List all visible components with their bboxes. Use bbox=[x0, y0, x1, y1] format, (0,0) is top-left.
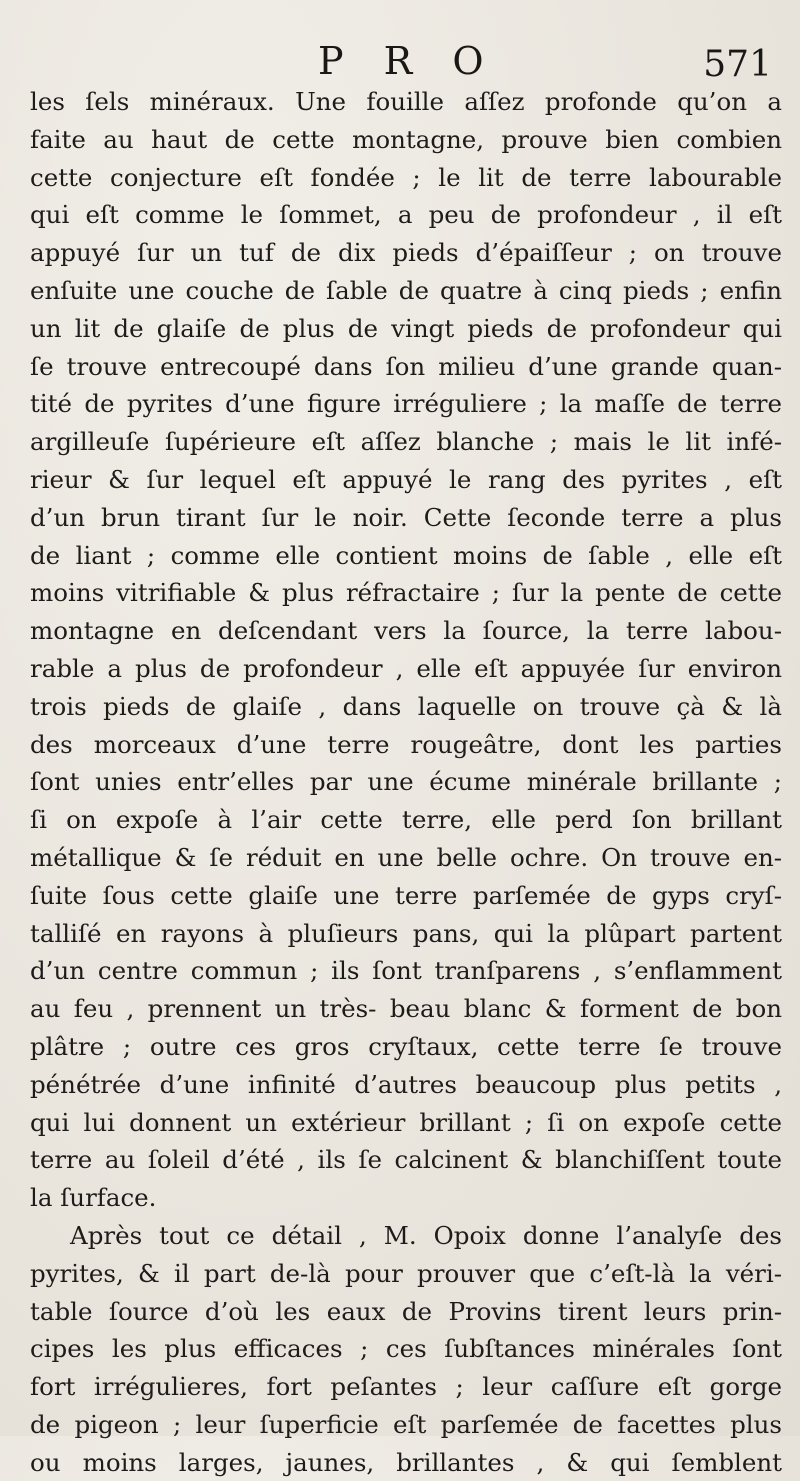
text-line: ou moins larges, jaunes, brillantes , & qui ſemblent bbox=[30, 1447, 782, 1477]
running-title: P R O bbox=[318, 39, 498, 83]
text-line: trois pieds de glaiſe , dans laquelle on trouve çà & là bbox=[30, 691, 782, 721]
text-line: rieur & ſur lequel eſt appuyé le rang des pyrites , eſt bbox=[30, 464, 782, 494]
text-line: métallique & ſe réduit en une belle ochre. On trouve en- bbox=[30, 842, 782, 872]
text-line: cipes les plus efficaces ; ces ſubſtances minérales ſont bbox=[30, 1334, 782, 1364]
body-text bbox=[30, 83, 782, 1481]
text-line: tité de pyrites d’une figure irréguliere ; la maſſe de terre bbox=[30, 389, 782, 419]
text-line: cette conjecture eſt fondée ; le lit de terre labourable bbox=[30, 162, 782, 192]
text-line: enſuite une couche de ſable de quatre à cinq pieds ; enfin bbox=[30, 275, 782, 305]
page-number: 571 bbox=[703, 44, 772, 85]
text-line: fort irrégulieres, fort peſantes ; leur caſſure eſt gorge bbox=[30, 1372, 782, 1402]
text-line: ſuite ſous cette glaiſe une terre parſemée de gyps cryſ- bbox=[30, 880, 782, 910]
text-line: au feu , prennent un très- beau blanc & forment de bon bbox=[30, 994, 782, 1024]
text-line: faite au haut de cette montagne, prouve bien combien bbox=[30, 124, 782, 154]
text-line: ſont unies entr’elles par une écume minérale brillante ; bbox=[30, 767, 782, 797]
text-line: Après tout ce détail , M. Opoix donne l’analyſe des bbox=[70, 1220, 782, 1250]
paragraph-2 bbox=[30, 1217, 782, 1481]
text-line: pyrites, & il part de-là pour prouver que c’eſt-là la véri- bbox=[30, 1258, 782, 1288]
text-line: pénétrée d’une infinité d’autres beaucoup plus petits , bbox=[30, 1069, 782, 1099]
paragraph-1 bbox=[30, 83, 782, 1217]
text-line: rable a plus de profondeur , elle eſt appuyée ſur environ bbox=[30, 653, 782, 683]
text-line: qui lui donnent un extérieur brillant ; ſi on expoſe cette bbox=[30, 1107, 782, 1137]
text-line: qui eſt comme le ſommet, a peu de profondeur , il eſt bbox=[30, 200, 782, 230]
text-line: des morceaux d’une terre rougeâtre, dont les parties bbox=[30, 729, 782, 759]
text-line: appuyé ſur un tuf de dix pieds d’épaiſſeur ; on trouve bbox=[30, 238, 782, 268]
text-line: ſe trouve entrecoupé dans ſon milieu d’une grande quan- bbox=[30, 351, 782, 381]
text-line: d’un centre commun ; ils ſont tranſparens , s’enflamment bbox=[30, 956, 782, 986]
text-line: table ſource d’où les eaux de Provins tirent leurs prin- bbox=[30, 1296, 782, 1326]
text-line: ſi on expoſe à l’air cette terre, elle perd ſon brillant bbox=[30, 805, 782, 835]
running-head bbox=[0, 38, 800, 84]
text-line: plâtre ; outre ces gros cryſtaux, cette terre ſe trouve bbox=[30, 1031, 782, 1061]
text-line: de liant ; comme elle contient moins de ſable , elle eſt bbox=[30, 540, 782, 570]
text-line: d’un brun tirant ſur le noir. Cette ſeconde terre a plus bbox=[30, 502, 782, 532]
text-line: argilleuſe ſupérieure eſt aſſez blanche ; mais le lit infé- bbox=[30, 427, 782, 457]
text-line: les ſels minéraux. Une fouille aſſez profonde qu’on a bbox=[30, 87, 782, 116]
text-line: talliſé en rayons à pluſieurs pans, qui la plûpart partent bbox=[30, 918, 782, 948]
text-line: un lit de glaiſe de plus de vingt pieds de profondeur qui bbox=[30, 313, 782, 343]
text-line: la ſurface. bbox=[30, 1183, 157, 1213]
text-line: montagne en deſcendant vers la ſource, la terre labou- bbox=[30, 616, 782, 646]
text-line: terre au ſoleil d’été , ils ſe calcinent & blanchiſſent toute bbox=[30, 1145, 782, 1175]
text-line: de pigeon ; leur ſuperficie eſt parſemée de facettes plus bbox=[30, 1409, 782, 1439]
text-line: moins vitrifiable & plus réfractaire ; ſur la pente de cette bbox=[30, 578, 782, 608]
